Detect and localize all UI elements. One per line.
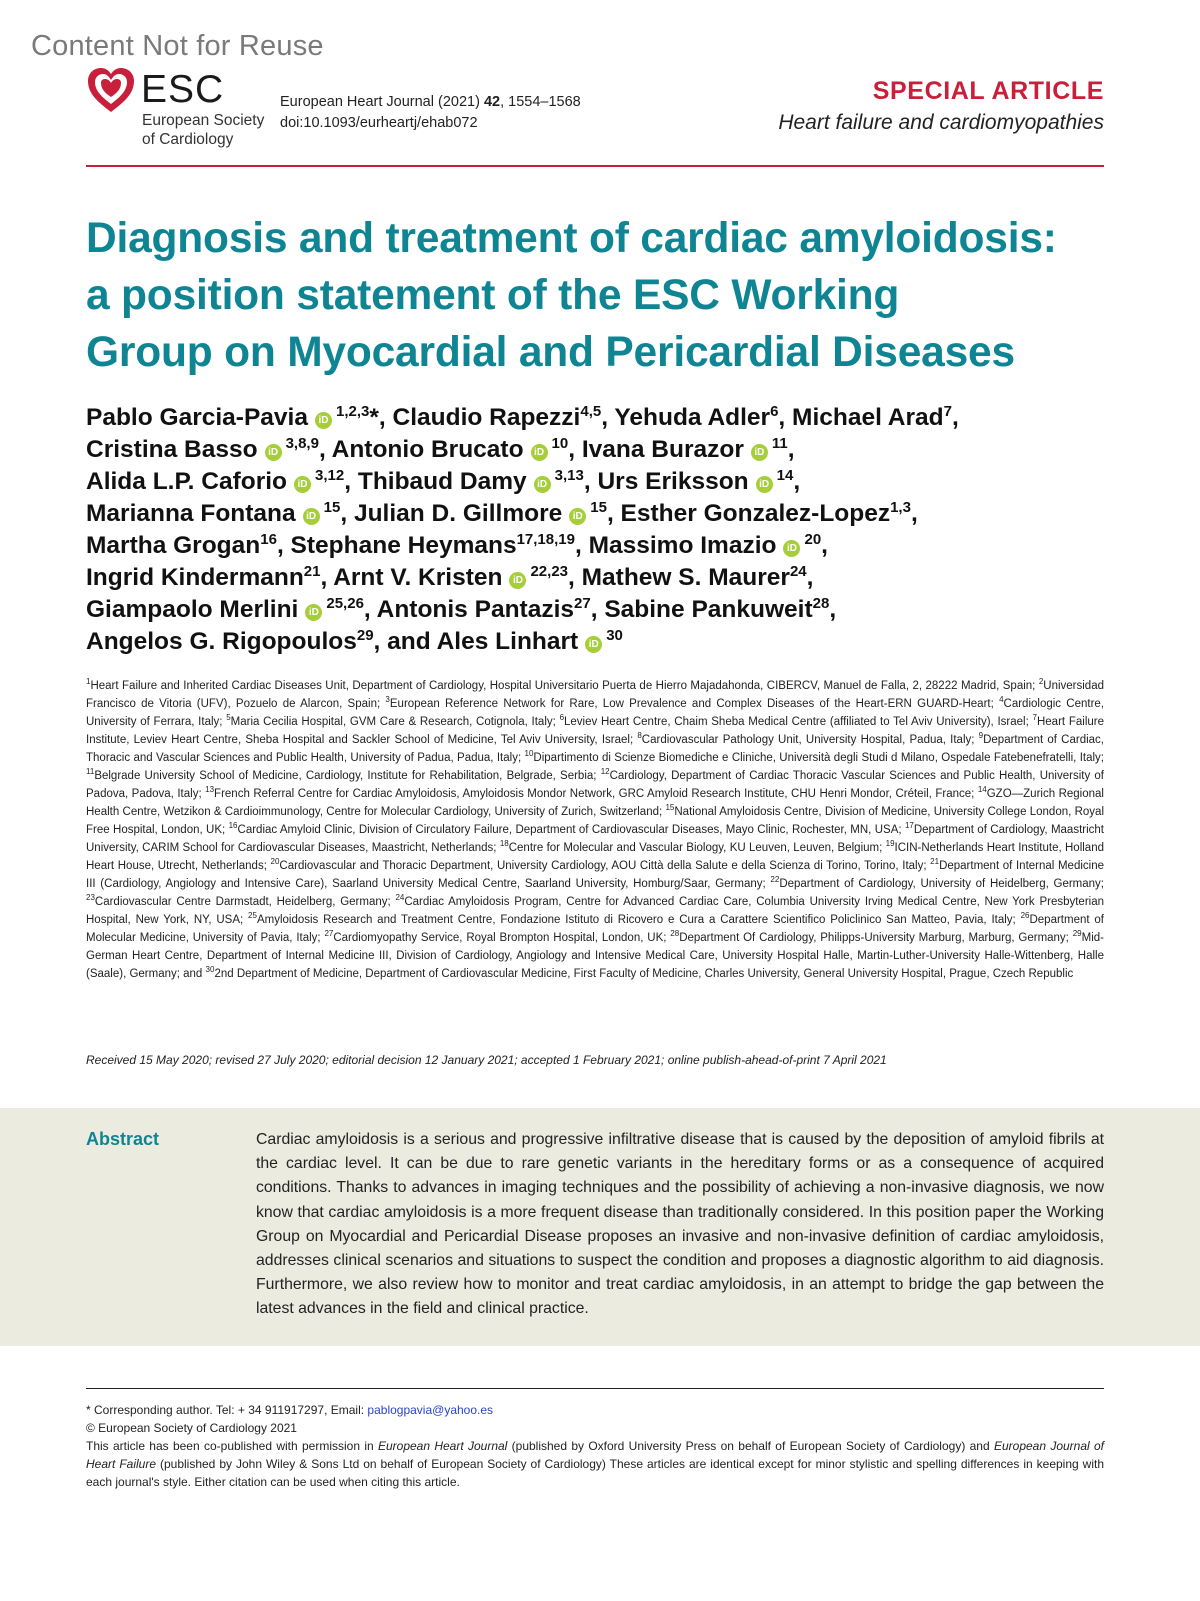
separator: , [951, 404, 959, 431]
affiliation-text: 2nd Department of Medicine, Department of Cardiovascular Medicine, First Faculty of Medicine, Charles University, General University Hospital, Prague, Czech Republic [214, 968, 1074, 980]
affiliation-item [86, 893, 396, 908]
author-line [86, 530, 1116, 562]
affiliation-text: French Referral Centre for Cardiac Amyloidosis, Amyloidosis Mondor Network, GRC Amyloid Research Institute, CHU Henri Mondor, Créteil, France; [214, 788, 978, 800]
author-line [86, 498, 1116, 530]
email-link[interactable]: pablogpavia@yahoo.es [367, 1403, 494, 1417]
author-name: Alida L.P. Caforio [86, 468, 288, 495]
affiliation-text: Cardiovascular Pathology Unit, University Hospital, Padua, Italy; [641, 734, 979, 746]
journal-doi: doi:10.1093/eurheartj/ehab072 [280, 115, 478, 131]
author-name: Martha Grogan [86, 532, 261, 559]
orcid-icon[interactable]: iD [294, 476, 311, 493]
article-section: Heart failure and cardiomyopathies [778, 111, 1104, 134]
affiliation-ref: 27 [574, 594, 591, 612]
orcid-icon[interactable]: iD [756, 476, 773, 493]
affiliation-number: 27 [324, 929, 334, 939]
author-name: , and Ales Linhart [373, 628, 579, 655]
affiliation-number: 29 [1072, 929, 1082, 939]
affiliation-number: 15 [665, 803, 675, 813]
affiliation-ref: 7 [943, 402, 952, 420]
affiliation-text: Department of Cardiac, Thoracic and Vascular Sciences and Public Health, University of Padua, Padua, Italy; [86, 734, 1104, 764]
affiliation-text: Dipartimento di Scienze Biomediche e Cliniche, Università degli Studi d Milano, Ospedale Fatebenefratelli, Italy; [533, 752, 1104, 764]
journal-citation [280, 92, 581, 134]
journal-name-italic: European Journal of Heart Failure [86, 1439, 1105, 1471]
affiliation-ref: 25,26 [326, 594, 364, 612]
orcid-icon[interactable]: iD [585, 636, 602, 653]
author-list [86, 402, 1116, 658]
orcid-icon[interactable]: iD [751, 444, 768, 461]
title-line: Group on Myocardial and Pericardial Diseases [86, 329, 1015, 376]
esc-logo [86, 66, 276, 156]
author-name: Giampaolo Merlini [86, 596, 299, 623]
affiliation-text: Department of Cardiology, University of Heidelberg, Germany; [779, 878, 1104, 890]
affiliation-ref: 3,12 [315, 466, 345, 484]
affiliation-number: 14 [977, 785, 987, 795]
corresponding-text: * Corresponding author. Tel: + 34 911917297, Email: [86, 1403, 368, 1417]
author-name: , Sabine Pankuweit [590, 596, 813, 623]
affiliation-number: 17 [904, 821, 914, 831]
affiliation-number: 16 [228, 821, 238, 831]
affiliation-number: 28 [670, 929, 680, 939]
affiliation-text: Cardiac Amyloid Clinic, Division of Circulatory Failure, Department of Cardiovascular Diseases, Mayo Clinic, Rochester, MN, USA; [237, 824, 905, 836]
author-name: , Urs Eriksson [583, 468, 749, 495]
affiliation-item [205, 965, 1074, 980]
affiliation-number: 22 [770, 875, 780, 885]
affiliation-text: Cardiovascular and Thoracic Department, University Cardiology, AOU Città della Salute e della Scienza di Torino, Torino, Italy; [279, 860, 931, 872]
orcid-icon[interactable]: iD [569, 508, 586, 525]
affiliation-number: 25 [248, 911, 257, 921]
affiliation-ref: 21 [303, 562, 321, 580]
affiliation-ref: 1,3 [890, 498, 911, 516]
affiliation-number: 3 [385, 695, 390, 705]
separator: , [821, 532, 828, 559]
affiliation-number: 23 [86, 893, 95, 903]
affiliation-text: Leviev Heart Centre, Chaim Sheba Medical Centre (affiliated to Tel Aviv University), Israel; [564, 716, 1033, 728]
orcid-icon[interactable]: iD [315, 412, 332, 429]
affiliation-text: Belgrade University School of Medicine, Cardiology, Institute for Rehabilitation, Belgrade, Serbia; [94, 770, 601, 782]
author-name: , Stephane Heymans [276, 532, 517, 559]
orcid-icon[interactable]: iD [534, 476, 551, 493]
author-name: , Yehuda Adler [601, 404, 771, 431]
orcid-icon[interactable]: iD [783, 540, 800, 557]
affiliation-ref: 30 [606, 626, 623, 644]
watermark: Content Not for Reuse [31, 30, 324, 62]
author-name: , Thibaud Damy [344, 468, 527, 495]
affiliation-text: European Reference Network for Rare, Low Prevalence and Complex Diseases of the Heart-ERN GUARD-Heart; [389, 698, 1000, 710]
affiliation-ref: 15 [590, 498, 607, 516]
affiliation-number: 21 [930, 857, 940, 867]
affiliation-number: 11 [86, 767, 95, 777]
affiliation-number: 10 [524, 749, 534, 759]
affiliation-ref: 24 [789, 562, 807, 580]
affiliation-item [86, 677, 1039, 692]
affiliation-text: Centre for Molecular and Vascular Biology, KU Leuven, Leuven, Belgium; [508, 842, 886, 854]
abstract-text: Cardiac amyloidosis is a serious and progressive infiltrative disease that is caused by the deposition of amyloid fibrils at the cardiac level. It can be due to rare genetic variants in the hereditary forms or as a consequence of acquired conditions. Thanks to advances in imaging techniques and the possibility of achieving a non-invasive diagnosis, we now know that cardiac amyloidosis is a more frequent disease than traditionally considered. In this position paper the Working Group on Myocardial and Pericardial Disease proposes an invasive and non-invasive definition of cardiac amyloidosis, addresses clinical scenarios and situations to suspect the condition and proposes a diagnostic algorithm to aid diagnosis. Furthermore, we also review how to monitor and treat cardiac amyloidosis, in an attempt to bridge the gap between the latest advances in the field and clinical practice. [256, 1131, 1104, 1318]
affiliation-number: 13 [205, 785, 215, 795]
affiliation-ref: 3,13 [554, 466, 584, 484]
orcid-icon[interactable]: iD [531, 444, 548, 461]
journal-pages: , 1554–1568 [500, 94, 581, 110]
affiliation-text: Cardiology, Department of Cardiac Thoracic Vascular Sciences and Public Health, University of Padova, Padova, Italy; [86, 770, 1104, 800]
affiliation-text: Cardiologic Centre, University of Ferrara, Italy; [86, 698, 1105, 728]
affiliation-number: 24 [395, 893, 405, 903]
affiliation-number: 20 [270, 857, 280, 867]
author-line [86, 402, 1116, 434]
affiliation-number: 9 [978, 731, 984, 741]
affiliation-item [770, 875, 1104, 890]
author-name: , Antonis Pantazis [363, 596, 575, 623]
affiliation-ref: 17,18,19 [516, 530, 575, 548]
affiliation-text: National Amyloidosis Centre, Division of Medicine, University College London, Royal Free Hospital, London, UK; [86, 806, 1104, 836]
author-name: , Esther Gonzalez-Lopez [606, 500, 891, 527]
affiliation-text: Department of Molecular Medicine, University of Pavia, Italy; [86, 914, 1104, 944]
affiliation-text: ICIN-Netherlands Heart Institute, Holland Heart House, Utrecht, Netherlands; [86, 842, 1104, 872]
affiliation-ref: 6 [770, 402, 779, 420]
affiliation-item [205, 785, 978, 800]
affiliation-ref: 10 [551, 434, 569, 452]
received-dates: Received 15 May 2020; revised 27 July 2020; editorial decision 12 January 2021; accepted 1 February 2021; online publish-ahead-of-print 7 April 2021 [86, 1053, 887, 1067]
orcid-icon[interactable]: iD [303, 508, 320, 525]
affiliation-number: 5 [226, 713, 231, 723]
author-name: , Mathew S. Maurer [568, 564, 790, 591]
separator: , [787, 436, 795, 463]
copublication-note [86, 1437, 1104, 1491]
separator: , [829, 596, 837, 623]
separator: , [793, 468, 801, 495]
affiliation-item [524, 749, 1104, 764]
affiliation-item [228, 821, 905, 836]
affiliation-item [270, 857, 931, 872]
affiliation-ref: 14 [776, 466, 794, 484]
title-line: Diagnosis and treatment of cardiac amyloidosis: [86, 215, 1057, 262]
affiliation-text: Heart Failure and Inherited Cardiac Diseases Unit, Department of Cardiology, Hospital Universitario Puerta de Hierro Majadahonda, CIBERCV, Manuel de Falla, 2, 28222 Madrid, Spain; [90, 680, 1039, 692]
author-name: Angelos G. Rigopoulos [86, 628, 357, 655]
affiliation-number: 12 [600, 767, 610, 777]
affiliation-number: 7 [1032, 713, 1037, 723]
affiliation-item [670, 929, 1073, 944]
affiliation-ref: 16 [260, 530, 277, 548]
corresponding-author [86, 1401, 1104, 1419]
orcid-icon[interactable]: iD [265, 444, 282, 461]
affiliation-ref: 3,8,9 [285, 434, 319, 452]
author-name: , Ivana Burazor [568, 436, 744, 463]
affiliation-ref: 11 [771, 434, 788, 452]
affiliation-number: 19 [885, 839, 895, 849]
footnotes [86, 1401, 1104, 1491]
journal-name-italic: European Heart Journal [377, 1439, 508, 1453]
affiliation-text: Cardiac Amyloidosis Program, Centre for Advanced Cardiac Care, Columbia University Irving Medical Centre, New York Presbyterian Hospital, New York, NY, USA; [86, 896, 1104, 926]
affiliation-item [499, 839, 886, 854]
orcid-icon[interactable]: iD [509, 572, 526, 589]
affiliation-item [226, 713, 560, 728]
separator: , [806, 564, 814, 591]
affiliation-text: Amyloidosis Research and Treatment Centre, Fondazione Istituto di Ricovero e Cura a Carattere Scientifico Policlinico San Matteo, Pavia, Italy; [256, 914, 1021, 926]
article-type-label: SPECIAL ARTICLE [872, 77, 1104, 105]
copyright: © European Society of Cardiology 2021 [86, 1421, 297, 1435]
author-name: , Massimo Imazio [574, 532, 777, 559]
journal-name: European Heart Journal (2021) [280, 94, 484, 110]
author-name: *, Claudio Rapezzi [369, 404, 581, 431]
affiliation-text: GZO—Zurich Regional Health Centre, Wetzikon & Cardioimmunology, Centre for Molecular Cardiology, University of Zurich, Switzerland; [86, 788, 1104, 818]
affiliation-ref: 15 [323, 498, 341, 516]
title-line: a position statement of the ESC Working [86, 272, 900, 319]
affiliation-text: Universidad Francisco de Vitoria (UFV), Pozuelo de Alarcon, Spain; [86, 680, 1104, 710]
journal-volume: 42 [483, 94, 501, 110]
author-line [86, 466, 1116, 498]
affiliation-text: Department Of Cardiology, Philipps-University Marburg, Marburg, Germany; [679, 932, 1073, 944]
affiliation-ref: 28 [812, 594, 830, 612]
author-name: , Arnt V. Kristen [320, 564, 503, 591]
author-name: Cristina Basso [86, 436, 258, 463]
author-name: , Michael Arad [778, 404, 944, 431]
logo-line-2: of Cardiology [142, 131, 234, 148]
author-line [86, 562, 1116, 594]
affiliation-ref: 29 [356, 626, 374, 644]
orcid-icon[interactable]: iD [305, 604, 322, 621]
author-name: , Antonio Brucato [318, 436, 524, 463]
author-name: Ingrid Kindermann [86, 564, 304, 591]
affiliation-number: 8 [637, 731, 642, 741]
article-title [86, 210, 1116, 381]
copub-text: This article has been co-published with permission in [86, 1439, 378, 1453]
footnote-divider [86, 1388, 1104, 1389]
affiliation-number: 2 [1038, 677, 1044, 687]
author-line [86, 434, 1116, 466]
affiliation-text: Department of Internal Medicine III (Cardiology, Angiology and Intensive Care), Saarland University Medical Centre, Saarland University, Homburg/Saar, Germany; [86, 860, 1104, 890]
affiliation-text: Heart Failure Institute, Leviev Heart Centre, Sheba Hospital and Sackler School of Medicine, Tel Aviv University, Israel; [86, 716, 1104, 746]
logo-line-1: European Society [142, 112, 265, 129]
author-name: , Julian D. Gillmore [340, 500, 563, 527]
affiliation-text: Department of Cardiology, Maastricht University, CARIM School for Cardiovascular Diseases, Maastricht, Netherlands; [86, 824, 1104, 854]
abstract-label: Abstract [86, 1129, 160, 1149]
affiliation-number: 6 [559, 713, 565, 723]
author-name: Pablo Garcia-Pavia [86, 404, 308, 431]
affiliation-number: 1 [86, 677, 91, 687]
affiliation-number: 18 [499, 839, 509, 849]
separator: , [910, 500, 918, 527]
affiliation-item [385, 695, 1000, 710]
affiliation-ref: 20 [804, 530, 822, 548]
logo-subtitle [142, 111, 264, 149]
affiliation-item [324, 929, 671, 944]
affiliation-item [248, 911, 1021, 926]
affiliation-number: 26 [1020, 911, 1030, 921]
heart-icon [86, 66, 136, 114]
affiliation-item [637, 731, 979, 746]
affiliation-text: Mid-German Heart Centre, Department of Internal Medicine III, Division of Cardiology, Angiology and Intensive Medical Care, University Hospital Halle, Martin-Luther-University Halle-Wittenberg, Halle (Saale), Germany; and [86, 932, 1105, 980]
affiliations [86, 677, 1104, 983]
affiliation-item [559, 713, 1033, 728]
header-divider [86, 165, 1104, 167]
copub-text: (published by John Wiley & Sons Ltd on behalf of European Society of Cardiology) These articles are identical except for minor stylistic and spelling differences in keeping with each journal's style. Either citation can be used when citing this article. [86, 1457, 1104, 1489]
affiliation-ref: 4,5 [580, 402, 602, 420]
affiliation-text: Cardiomyopathy Service, Royal Brompton Hospital, London, UK; [333, 932, 671, 944]
affiliation-number: 4 [999, 695, 1004, 705]
affiliation-text: Cardiovascular Centre Darmstadt, Heidelberg, Germany; [94, 896, 396, 908]
author-line [86, 594, 1116, 626]
logo-wordmark: ESC [141, 68, 225, 111]
affiliation-ref: 1,2,3 [335, 402, 370, 420]
affiliation-item [86, 767, 601, 782]
copub-text: (published by Oxford University Press on behalf of European Society of Cardiology) and [507, 1439, 994, 1453]
author-line [86, 626, 1116, 658]
affiliation-text: Maria Cecilia Hospital, GVM Care & Research, Cotignola, Italy; [230, 716, 560, 728]
author-name: Marianna Fontana [86, 500, 296, 527]
article-type-block [778, 76, 1104, 138]
affiliation-number: 30 [205, 965, 215, 975]
affiliation-ref: 22,23 [530, 562, 569, 580]
